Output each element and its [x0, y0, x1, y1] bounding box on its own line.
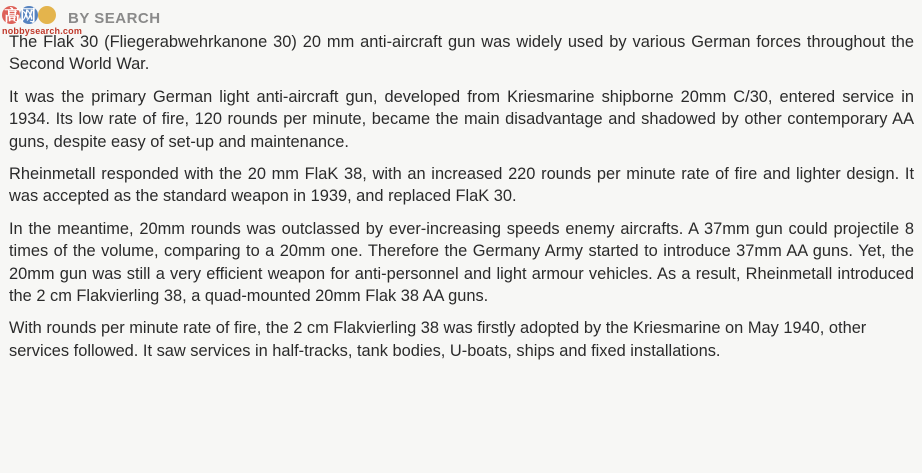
paragraph-flak38: Rheinmetall responded with the 20 mm FlaK 38, with an increased 220 rounds per minute rate of fire and lighter design. It was accepted as the standard weapon in 1939, and replaced FlaK 30.: [9, 165, 914, 206]
paragraph-flakvierling-adoption: With rounds per minute rate of fire, the 2 cm Flakvierling 38 was firstly adopted by the Kriesmarine on May 1940, other services followed. It saw services in half-tracks, tank bodies, U-boats, ships and fixed installations.: [9, 319, 867, 360]
paragraph-flak30-intro: The Flak 30 (Fliegerabwehrkanone 30) 20 mm anti-aircraft gun was widely used by various German forces throughout the Second World War.: [9, 33, 914, 74]
article-body: [9, 31, 914, 372]
hobby-search-logo-icon: [2, 4, 83, 36]
watermark-url: nobbysearch.com: [2, 26, 83, 36]
watermark: [2, 4, 161, 36]
paragraph-primary-gun: It was the primary German light anti-aircraft gun, developed from Kriesmarine shipborne 20mm C/30, entered service in 1934. Its low rate of fire, 120 rounds per minute, became the main disadvantage and shadowed by other contemporary AA guns, despite easy of set-up and maintenance.: [9, 87, 914, 151]
paragraph-flakvierling-intro: In the meantime, 20mm rounds was outclassed by ever-increasing speeds enemy aircrafts. A 37mm gun could projectile 8 times of the volume, comparing to a 20mm one. Therefore the Germany Army started to introduce 37mm AA guns. Yet, the 20mm gun was still a very efficient weapon for anti-personnel and light armour vehicles. As a result, Rheinmetall introduced the 2 cm Flakvierling 38, a quad-mounted 20mm Flak 38 AA guns.: [9, 219, 914, 306]
watermark-brand-text: BY SEARCH: [68, 10, 161, 27]
logo-chars: 高网: [4, 6, 37, 25]
